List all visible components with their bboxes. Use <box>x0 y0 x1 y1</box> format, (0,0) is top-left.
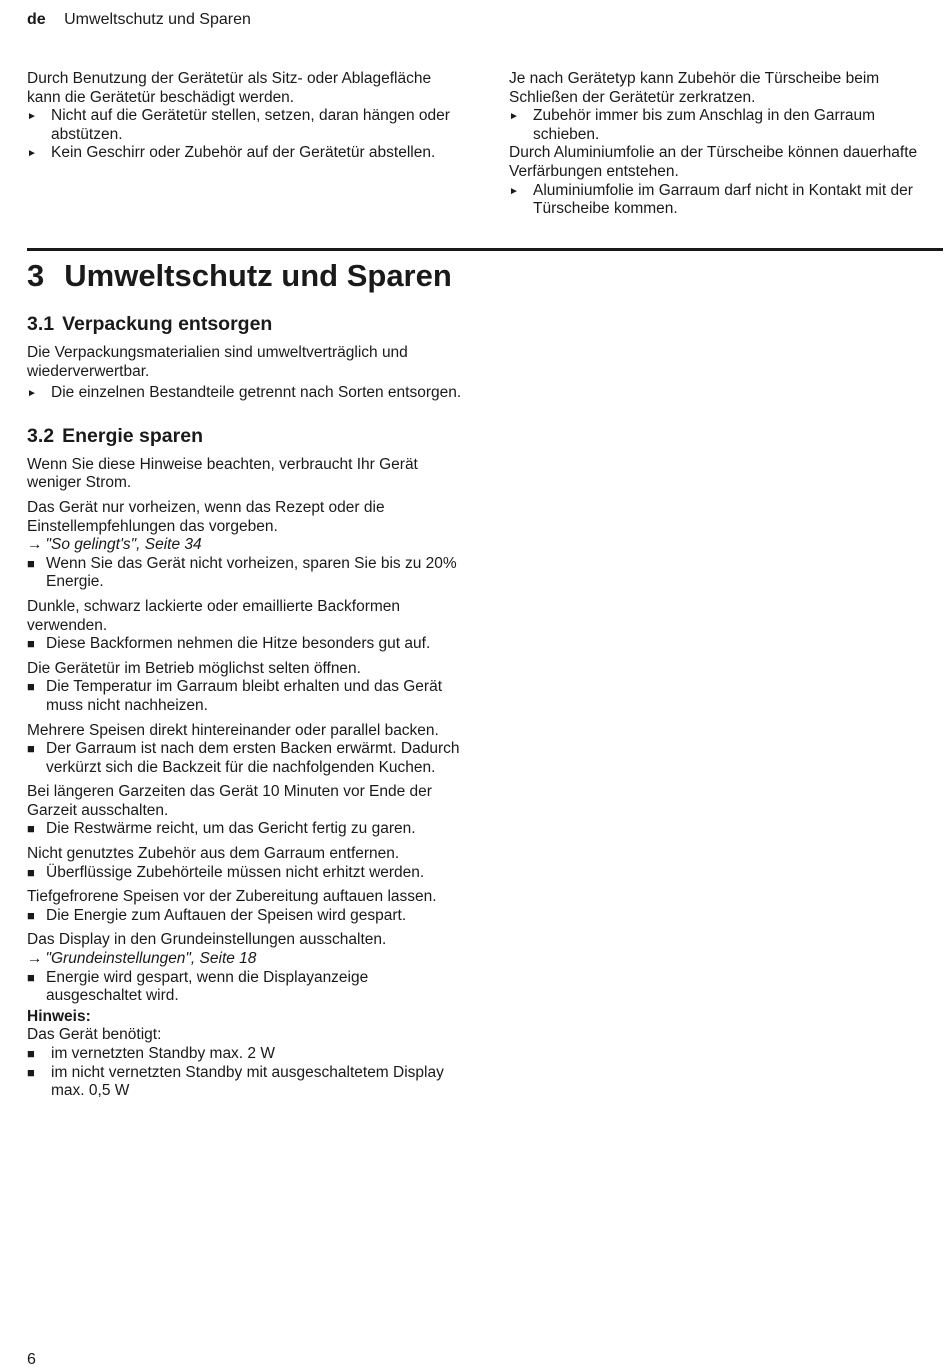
triangle-bullet-icon: ► <box>509 111 519 123</box>
list-item: ■ im vernetzten Standby max. 2 W <box>27 1045 275 1062</box>
subsection-title-packaging: 3.1 Verpackung entsorgen <box>27 313 273 335</box>
square-bullet-icon: ■ <box>27 636 35 652</box>
door-warning-text: Durch Benutzung der Gerätetür als Sitz- oder Ablagefläche kann die Gerätetür beschädigt werden. <box>27 70 432 106</box>
triangle-bullet-icon: ► <box>27 111 37 123</box>
triangle-bullet-icon: ► <box>27 148 37 160</box>
arrow-right-icon: → <box>27 950 43 968</box>
list-item: ■ Die Energie zum Auftauen der Speisen wird gespart. <box>27 906 407 924</box>
main-column <box>27 312 467 1101</box>
square-bullet-icon: ■ <box>27 679 35 695</box>
note-text: Das Gerät benötigt: <box>27 1026 162 1044</box>
list-item: ■ Diese Backformen nehmen die Hitze besonders gut auf. <box>27 635 431 653</box>
square-bullet-icon: ■ <box>27 1064 35 1080</box>
energy-tip: Nicht genutztes Zubehör aus dem Garraum entfernen. ■ Überflüssige Zubehörteile müssen nicht erhitzt werden. <box>27 845 467 882</box>
header-title: Umweltschutz und Sparen <box>64 11 251 28</box>
list-item: ■ Der Garraum ist nach dem ersten Backen erwärmt. Dadurch verkürzt sich die Backzeit für die nachfolgenden Kuchen. <box>27 740 460 776</box>
cross-reference[interactable]: → "Grundeinstellungen", Seite 18 <box>27 950 257 968</box>
energy-intro: Wenn Sie diese Hinweise beachten, verbraucht Ihr Gerät weniger Strom. <box>27 455 418 492</box>
energy-tip: Mehrere Speisen direkt hintereinander oder parallel backen. ■ Der Garraum ist nach dem ersten Backen erwärmt. Dadurch verkürzt sich die Backzeit für die nachfolgenden Kuchen. <box>27 722 467 778</box>
square-bullet-icon: ■ <box>27 907 35 923</box>
list-item: ■ Energie wird gespart, wenn die Displayanzeige ausgeschaltet wird. <box>27 968 369 1005</box>
list-item: ■ Überflüssige Zubehörteile müssen nicht erhitzt werden. <box>27 863 425 881</box>
list-item: ► Kein Geschirr oder Zubehör auf der Gerätetür abstellen. <box>27 144 467 163</box>
note-title: Hinweis: <box>27 1007 91 1025</box>
section-divider <box>27 248 943 251</box>
energy-tip: Tiefgefrorene Speisen vor der Zubereitung auftauen lassen. ■ Die Energie zum Auftauen der Speisen wird gespart. <box>27 888 467 925</box>
arrow-right-icon: → <box>27 536 43 554</box>
energy-tip: Das Gerät nur vorheizen, wenn das Rezept oder die Einstellempfehlungen das vorgeben. → "So gelingt's", Seite 34 ■ Wenn Sie das Gerät nicht vorheizen, sparen Sie bis zu 20% Energie. <box>27 499 467 592</box>
square-bullet-icon: ■ <box>27 864 35 880</box>
energy-tip: Die Gerätetür im Betrieb möglichst selten öffnen. ■ Die Temperatur im Garraum bleibt erhalten und das Gerät muss nicht nachheizen. <box>27 660 467 716</box>
square-bullet-icon: ■ <box>27 741 35 757</box>
square-bullet-icon: ■ <box>27 555 35 571</box>
triangle-bullet-icon: ► <box>27 388 37 400</box>
packaging-text: Die Verpackungsmaterialien sind umweltverträglich und wiederverwertbar. <box>27 344 408 380</box>
list-item: ■ Die Restwärme reicht, um das Gericht fertig zu garen. <box>27 820 416 838</box>
list-item: ■ Die Temperatur im Garraum bleibt erhalten und das Gerät muss nicht nachheizen. <box>27 678 443 714</box>
list-item: ■ Wenn Sie das Gerät nicht vorheizen, sparen Sie bis zu 20% Energie. <box>27 554 457 591</box>
list-item: ► Nicht auf die Gerätetür stellen, setzen, daran hängen oder abstützen. <box>27 107 450 143</box>
scratch-warning-text: Je nach Gerätetyp kann Zubehör die Türscheibe beim Schließen der Gerätetür zerkratzen. <box>509 70 880 106</box>
page-number: 6 <box>27 1351 36 1368</box>
triangle-bullet-icon: ► <box>509 185 519 197</box>
section-title: 3 Umweltschutz und Sparen <box>27 258 452 293</box>
list-item: ■ im nicht vernetzten Standby mit ausgeschaltetem Display max. 0,5 W <box>27 1063 444 1100</box>
energy-tip: Das Display in den Grundeinstellungen ausschalten. → "Grundeinstellungen", Seite 18 ■ Energie wird gespart, wenn die Displayanzeige ausgeschaltet wird. <box>27 931 467 1005</box>
page-header <box>27 11 251 29</box>
energy-tip: Bei längeren Garzeiten das Gerät 10 Minuten vor Ende der Garzeit ausschalten. ■ Die Restwärme reicht, um das Gericht fertig zu garen. <box>27 783 467 839</box>
square-bullet-icon: ■ <box>27 1046 35 1061</box>
foil-warning-text: Durch Aluminiumfolie an der Türscheibe können dauerhafte Verfärbungen entstehen. <box>509 144 918 180</box>
list-item: ► Aluminiumfolie im Garraum darf nicht in Kontakt mit der Türscheibe kommen. <box>509 181 913 218</box>
top-left-column <box>27 70 467 163</box>
language-tag: de <box>27 11 46 28</box>
cross-reference[interactable]: → "So gelingt's", Seite 34 <box>27 536 202 554</box>
square-bullet-icon: ■ <box>27 821 35 837</box>
square-bullet-icon: ■ <box>27 969 35 985</box>
subsection-title-energy: 3.2 Energie sparen <box>27 424 203 447</box>
list-item: ► Die einzelnen Bestandteile getrennt nach Sorten entsorgen. <box>27 384 467 403</box>
energy-tip: Dunkle, schwarz lackierte oder emaillierte Backformen verwenden. ■ Diese Backformen nehmen die Hitze besonders gut auf. <box>27 598 467 654</box>
top-right-column <box>509 70 943 219</box>
note-box <box>27 1008 467 1101</box>
list-item: ► Zubehör immer bis zum Anschlag in den Garraum schieben. <box>509 107 876 143</box>
